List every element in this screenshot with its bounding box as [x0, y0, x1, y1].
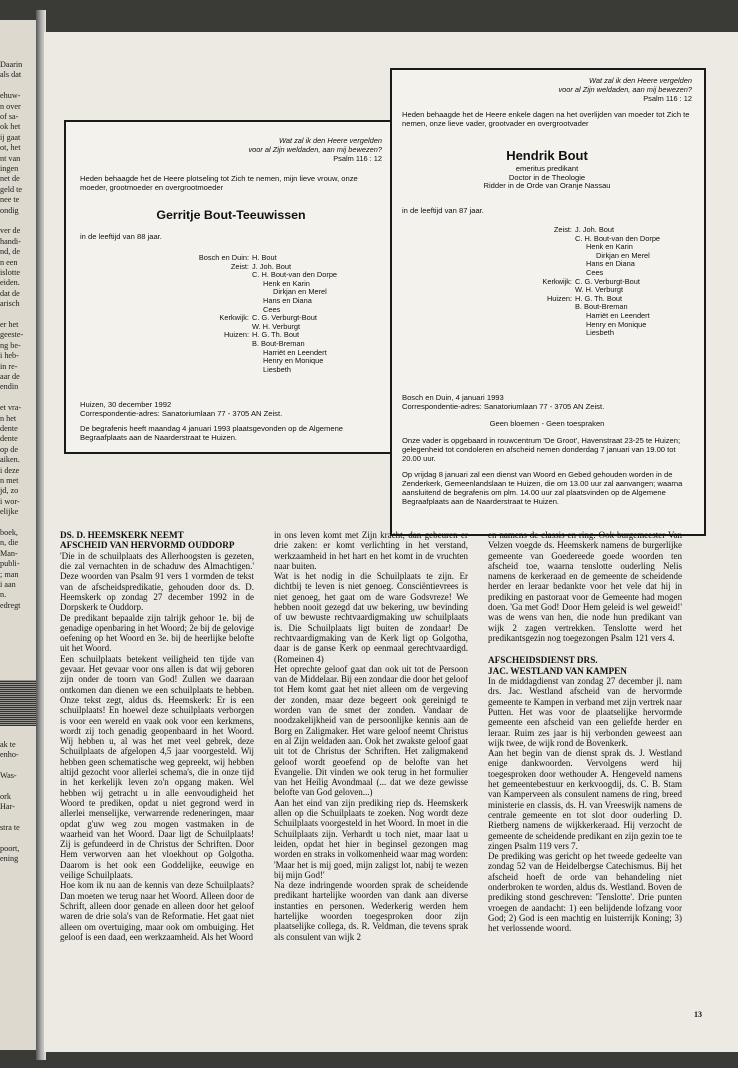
title-line: Doctor in de Theologie — [508, 172, 586, 182]
article-heading — [488, 655, 682, 676]
text-fragment: ver de — [0, 226, 21, 236]
text-fragment: ork — [0, 792, 11, 801]
quote-line: Wat zal ik den Heere vergelden — [589, 76, 692, 85]
family-member: Harriët en Leendert — [586, 310, 650, 320]
lying-in-state-info: Onze vader is opgebaard in rouwcentrum 'De Groot', Havenstraat 23-25 te Huizen; gelegenheid tot condoleren en afscheid nemen donderdag 7 januari van 19.00 tot 20.00 uur. — [402, 436, 681, 463]
death-notice-right — [390, 68, 706, 536]
correspondence-address: Correspondentie-adres: Sanatoriumlaan 77 - 3705 AN Zeist. — [80, 409, 283, 418]
family-member: Liesbeth — [586, 328, 614, 338]
family-member: W. H. Verburgt — [575, 285, 624, 295]
family-location — [66, 349, 249, 358]
family-location — [66, 357, 249, 366]
text-fragment: i heb- — [0, 351, 19, 361]
family-member: C. G. Verburgt-Bout — [575, 276, 640, 286]
text-fragment: n, die — [0, 538, 19, 548]
family-list — [66, 254, 396, 374]
text-fragment: er het — [0, 320, 19, 329]
text-fragment: et vra- — [0, 403, 22, 413]
family-row — [392, 295, 702, 304]
family-member: J. Joh. Bout — [252, 261, 292, 271]
family-row — [66, 349, 396, 358]
text-fragment: of sa- — [0, 112, 19, 121]
family-member: Henry en Monique — [586, 319, 647, 329]
quote-line: voor al Zijn weldaden, aan mij bewezen? — [558, 85, 692, 94]
text-fragment: n het — [0, 413, 17, 423]
family-member: Dirkjan en Merel — [596, 250, 650, 260]
text-fragment: Was- — [0, 771, 17, 781]
family-location: Kerkwijk: — [542, 276, 572, 286]
family-list — [392, 226, 702, 338]
family-location — [392, 286, 572, 295]
text-fragment: enho- — [0, 750, 19, 760]
text-fragment: dente — [0, 424, 18, 433]
family-location — [66, 288, 249, 297]
family-row — [392, 303, 702, 312]
family-row — [66, 263, 396, 272]
text-fragment: ng be- — [0, 340, 21, 350]
paragraph: De predikant bepaalde zijn talrijk gehoor 1e. bij de genadige openbaring in het Woord; 2e bij de gelovige oefening op het Woord en 3e. bij de heerlijke belofte uit het Woord. — [60, 612, 254, 654]
article-body — [274, 530, 468, 942]
family-member: B. Bout-Breman — [252, 338, 305, 348]
family-location — [66, 280, 249, 289]
text-fragment: Har- — [0, 802, 15, 812]
family-location — [392, 303, 572, 312]
article-column-3 — [488, 530, 682, 934]
text-fragment: ening — [0, 854, 19, 864]
text-fragment: ak te — [0, 740, 16, 749]
announcement-text: Heden behaagde het de Heere plotseling tot Zich te nemen, mijn lieve vrouw, onze moeder, grootmoeder en overgrootmoeder — [80, 174, 358, 193]
text-fragment: endin — [0, 382, 19, 392]
psalm-quote — [216, 136, 382, 163]
announcement-text: Heden behaagde het de Heere enkele dagen na het overlijden van moeder tot Zich te nemen, onze lieve vader, grootvader en overgrootvader — [402, 110, 690, 129]
family-member: H. G. Th. Bout — [575, 293, 623, 303]
family-member: Hans en Diana — [263, 295, 312, 305]
quote-reference: Psalm 116 : 12 — [643, 94, 692, 103]
text-fragment: geld te — [0, 184, 23, 194]
text-fragment: ondig — [0, 205, 19, 215]
text-fragment: Daarin — [0, 60, 23, 69]
paragraph: In de middagdienst van zondag 27 december jl. nam drs. Jac. Westland afscheid van de hervormde gemeente te Kampen in verband met zijn vertrek naar Putten. Het was voor de plaatselijke hervormde gemeente een afscheid van een geliefde herder en leraar. Ruim zes jaar is hij verbonden geweest aan wijk twee, de wijk rond de Bovenkerk. — [488, 676, 682, 748]
family-row — [392, 329, 702, 338]
text-fragment: boek, — [0, 528, 18, 537]
place-date: Bosch en Duin, 4 januari 1993 — [402, 393, 504, 402]
text-fragment: als dat — [0, 70, 22, 80]
heading-line: JAC. WESTLAND VAN KAMPEN — [488, 665, 627, 676]
text-fragment: n met — [0, 476, 19, 485]
text-fragment: aar de — [0, 372, 20, 381]
text-fragment: n over — [0, 101, 21, 111]
article-body — [488, 530, 682, 643]
text-fragment: aiken. — [0, 455, 20, 465]
family-location — [392, 312, 572, 321]
family-member: Dirkjan en Merel — [273, 287, 327, 297]
family-member: H. Bout — [252, 253, 277, 262]
text-fragment: i aan — [0, 580, 16, 589]
family-row — [66, 288, 396, 297]
family-row — [392, 243, 702, 252]
age-text: in de leeftijd van 87 jaar. — [402, 206, 484, 215]
family-location — [66, 366, 249, 375]
article-heading — [60, 530, 254, 551]
text-fragment: stra te — [0, 823, 20, 833]
family-member: C. H. Bout-van den Dorpe — [252, 270, 338, 280]
text-fragment: eiden. — [0, 278, 20, 288]
text-fragment: ot, het — [0, 143, 21, 153]
text-fragment: ingen — [0, 164, 19, 173]
article-body — [488, 676, 682, 933]
family-member: C. G. Verburgt-Bout — [252, 313, 317, 323]
family-location — [392, 321, 572, 330]
text-fragment: net de — [0, 174, 20, 184]
text-fragment: nee te — [0, 195, 20, 205]
family-row — [66, 314, 396, 323]
text-fragment: op de — [0, 444, 18, 454]
text-fragment: nd, de — [0, 247, 21, 257]
family-row — [66, 366, 396, 375]
psalm-quote — [522, 76, 692, 103]
article-column-2 — [274, 530, 468, 942]
family-location — [392, 235, 572, 244]
heading-line: DS. D. HEEMSKERK NEEMT — [60, 530, 184, 540]
article-body — [60, 551, 254, 942]
text-fragment: elijke — [0, 507, 19, 517]
text-fragment: ehuw- — [0, 91, 21, 101]
service-info: Op vrijdag 8 januari zal een dienst van Woord en Gebed gehouden worden in de Zenderkerk, Gemeenlandslaan te Huizen, die om 13.00 uur zal aanvangen; waarna aansluitend de begrafenis om plm. 14.00 uur zal plaatsvinden op de Algemene Begraafplaats aan de Naarderstraat te Huizen. — [402, 470, 683, 506]
quote-line: voor al Zijn weldaden, aan mij bewezen? — [248, 145, 382, 154]
family-location: Bosch en Duin: — [198, 253, 249, 262]
paragraph: Een schuilplaats betekent veiligheid ten tijde van gevaar. Het gevaar voor ons allen is dat wij geboren zijn onder de toorn van God! Zullen we daaraan ontkomen dan dienen we een schuilplaats te hebben. Onze tekst zegt, aldus ds. Heemskerk: Er is een schuilplaats! En hoewel deze schuilplaats verborgen is voor een wereld en vaak ook voor een kerkmens, wordt zij toch genadig geopenbaard in het Woord. Wij hebben u, al was het met veel gebrek, deze Schuilplaats de afgelopen 4,5 jaar voorgesteld. Wij hebben geen schematische weg gepreekt, wij hebben altijd gezocht voor allerlei schema's, die in onze tijd in het kerkelijk leven zo'n opgang maken. Wel hebben wij getracht u in alle eenvoudigheid het Woord te prediken, opdat u niet gegrond werd in allerlei menselijke, verwarrende redeneringen, maar opdat g'uw weg zou mogen vastmaken in de waarheid van het Woord. Daar ligt de Schuilplaats! Zij is gefundeerd in de Christus der Schriften. Door Hem verworven aan het vloekhout op Golgotha. Daarom is het ook een Goddelijke, eeuwige en veilige Schuilplaats. — [60, 653, 254, 881]
family-member: Hans en Diana — [586, 259, 635, 269]
family-row — [392, 252, 702, 261]
deceased-name: Hendrik Bout — [506, 148, 588, 163]
place-date: Huizen, 30 december 1992 — [80, 400, 172, 409]
family-location — [392, 252, 572, 261]
paragraph: Het oprechte geloof gaat dan ook uit tot de Persoon van de Middelaar. Bij een zondaar die door het geloof tot Hem komt gaat het niet alleen om de vergeving der zonden, maar deze begeert ook gereinigd te worden van de smet der zonden. Vandaar de noodzakelijkheid van de persoonlijke kennis aan de Borg en Zaligmaker. Het ware geloof neemt Christus en al Zijn weldaden aan. Ook het zwakste geloof gaat uit tot de Christus der Schriften. Het zaligmakend geloof wordt geoefend op de belofte van het Evangelie. Dit vinden we ook terug in het formulier van het Heilig Avondmaal (... dat we deze gewisse belofte van God geloven...) — [274, 663, 468, 798]
family-location: Zeist: — [553, 225, 572, 234]
family-row — [66, 331, 396, 340]
family-member: B. Bout-Breman — [575, 302, 628, 312]
correspondence-address: Correspondentie-adres: Sanatoriumlaan 77 - 3705 AN Zeist. — [402, 402, 605, 411]
text-fragment: publi- — [0, 559, 20, 569]
family-member: H. G. Th. Bout — [252, 330, 300, 340]
text-fragment: dente — [0, 434, 18, 444]
page — [44, 32, 738, 1052]
deceased-titles — [392, 165, 702, 191]
paragraph: Aan het begin van de dienst sprak ds. J. Westland enige dankwoorden. Vervolgens werd hij toegesproken door wethouder A. Hengeveld namens het gemeentebestuur en kerkvoogdij, ds. C. B. Stam van Kamperveen als consulent namens de ring, breed ministerie en classis, ds. H. van Vreeswijk namens de centrale gemeente en tot slot door ouderling D. Rietberg namens de wijkkerkeraad. Hij verzocht de gemeente de scheidende predikant en zijn gezin toe te zingen Psalm 119 vers 7. — [488, 748, 682, 851]
family-member: Liesbeth — [263, 364, 291, 374]
family-location: Zeist: — [230, 261, 249, 271]
family-member: Harriët en Leendert — [263, 347, 327, 357]
family-location: Kerkwijk: — [219, 313, 249, 323]
family-row — [66, 280, 396, 289]
paragraph: en namens de classis en ring. Ook burgemeester Van Velzen voegde ds. Heemskerk namens de burgerlijke gemeente van Goedereede goede woorden ten afscheid toe, waarna tenslotte ouderling Nelis namens de kerkeraad en de gemeente de scheidende herder en leraar bedankte voor het vele dat hij in prediking en pastoraat voor de Gemeente had mogen doen. 'Ga met God! Door Hem geleid is wel geweid!' was de wens van hen, die node hun predikant van wijk 2 zagen vertrekken. Tenslotte werd het predikantsgezin nog toegezongen Psalm 121 vers 4. — [488, 530, 682, 643]
family-location — [66, 297, 249, 306]
family-location — [392, 260, 572, 269]
text-fragment: ; man — [0, 569, 19, 579]
paragraph: in ons leven komt met Zijn kracht, dan gebeuren er drie zaken: er komt verlichting in het verstand, werkzaamheid in het hart en het komt in de vruchten naar buiten. — [274, 530, 468, 571]
text-fragment: geeste- — [0, 330, 24, 340]
text-fragment: edregt — [0, 600, 21, 610]
family-location — [392, 329, 572, 338]
family-row — [392, 321, 702, 330]
no-flowers-note: Geen bloemen - Geen toespraken — [489, 419, 605, 428]
family-location: Huizen: — [223, 330, 249, 340]
paragraph: 'Die in de schuilplaats des Allerhoogsten is gezeten, die zal vernachten in de schaduw des Almachtigen.' Deze woorden van Psalm 91 vers 1 vormden de tekst van de afscheidspredikatie, gehouden door ds. D. Heemskerk op zondag 27 december 1992 in de Dorpskerk te Ouddorp. — [60, 550, 254, 613]
text-fragment: i deze — [0, 465, 20, 475]
text-fragment: Man- — [0, 548, 18, 558]
family-member: J. Joh. Bout — [575, 225, 615, 234]
text-fragment: nt van — [0, 153, 21, 163]
death-notice-left — [64, 120, 400, 454]
heading-line: AFSCHEID VAN HERVORMD OUDDORP — [60, 540, 235, 551]
paragraph: Aan het eind van zijn prediking riep ds. Heemskerk allen op die Schuilplaats te zoeken. Nog wordt deze Schuilplaats voorgesteld in het Woord. In moet in die Schuilplaats zijn. Verhardt u toch niet, maar laat u leiden, opdat het hier in beginsel gezongen mag worden en straks in volkomenheid waar mag worden: 'Maar het is mij goed, mijn zaligst lot, nabij te wezen bij mijn God!' — [274, 797, 468, 880]
family-row — [392, 312, 702, 321]
family-row — [66, 271, 396, 280]
text-fragment: ok het — [0, 122, 21, 132]
family-member: Cees — [263, 304, 281, 314]
paragraph: Wat is het nodig in die Schuilplaats te zijn. Er dichtbij te leven is niet genoeg. Consciëntievrees is niet genoeg, het gaat om de ware Godsvrezе! We hebben nooit gezegd dat uw bekering, uw bevinding of uw bewuste rechtvaardigmaking uw schuilplaats is. Die Schuilplaats ligt buiten de zondaar! De rechtvaardigmaking van de Kerk ligt op Golgotha, daar is de ganse Kerk op eenmaal gerechtvaardigd. (Romeinen 4) — [274, 571, 468, 664]
family-location — [66, 340, 249, 349]
article-column-1 — [60, 530, 254, 942]
paragraph: De prediking was gericht op het tweede gedeelte van zondag 52 van de Heidelbergse Catechismus. Bij het afscheid hoeft de orde van behandeling niet onderbroken te worden, aldus ds. Westland. Boven de prediking stond geschreven: 'Tenslotte'. Drie punten vroegen de aandacht: 1) een belijdende lofzang voor God; 2) God is een machtig en luisterrijk Koning; 3) het verlossende woord. — [488, 851, 682, 934]
family-member: Henk en Karin — [263, 278, 310, 288]
age-text: in de leeftijd van 88 jaar. — [80, 232, 162, 241]
quote-reference: Psalm 116 : 12 — [333, 154, 382, 163]
family-row — [392, 260, 702, 269]
paragraph: Na deze indringende woorden sprak de scheidende predikant hartelijke woorden van dank aan diverse instanties en personen. Wederkerig werden hem hartelijke woorden toegesproken door zijn plaatselijke collega, ds. R. Veldman, die tevens sprak als consulent van wijk 2 — [274, 880, 468, 942]
family-member: Henk en Karin — [586, 242, 633, 252]
page-number: 13 — [694, 1010, 702, 1019]
deceased-name: Gerritje Bout-Teeuwissen — [156, 208, 306, 222]
text-fragment: n een — [0, 257, 18, 267]
family-member: Cees — [586, 267, 604, 277]
family-location — [66, 323, 249, 332]
family-member: C. H. Bout-van den Dorpe — [575, 233, 661, 243]
text-fragment: i wor- — [0, 496, 20, 506]
text-fragment: n. — [0, 590, 7, 600]
family-row — [66, 297, 396, 306]
title-line: Ridder in de Orde van Oranje Nassau — [483, 181, 611, 191]
paragraph: Hoe kom ik nu aan de kennis van deze Schuilplaats? Dan moeten we terug naar het Woord. Alleen door de Schrift, alleen door genade en alleen door het geloof waren de drie sola's van de Reformatie. Het gaat niet alleen om overtuiging, maar ook om ombuiging. Het geloof is een daad, een werkzaamheid. Als het Woord — [60, 880, 254, 942]
family-location — [66, 271, 249, 280]
text-fragment: arisch — [0, 299, 20, 309]
family-location — [392, 243, 572, 252]
family-row — [392, 278, 702, 287]
title-line: emeritus predikant — [515, 164, 579, 173]
text-fragment: poort, — [0, 844, 20, 853]
family-row — [66, 357, 396, 366]
heading-line: AFSCHEIDSDIENST DRS. — [488, 655, 598, 666]
family-location: Huizen: — [546, 293, 572, 303]
text-fragment: ij gaat — [0, 132, 21, 142]
quote-line: Wat zal ik den Heere vergelden — [279, 136, 382, 145]
text-fragment: jd, zo — [0, 486, 19, 496]
text-fragment: islotte — [0, 268, 21, 277]
text-fragment: dat de — [0, 288, 20, 298]
funeral-info: De begrafenis heeft maandag 4 januari 1993 plaatsgevonden op de Algemene Begraafplaats aan de Naarderstraat te Huizen. — [80, 424, 344, 442]
family-row — [66, 340, 396, 349]
family-row — [392, 235, 702, 244]
family-member: Henry en Monique — [263, 356, 324, 366]
text-fragment: handi- — [0, 236, 21, 246]
text-fragment: in re- — [0, 361, 18, 371]
family-member: W. H. Verburgt — [252, 321, 301, 331]
